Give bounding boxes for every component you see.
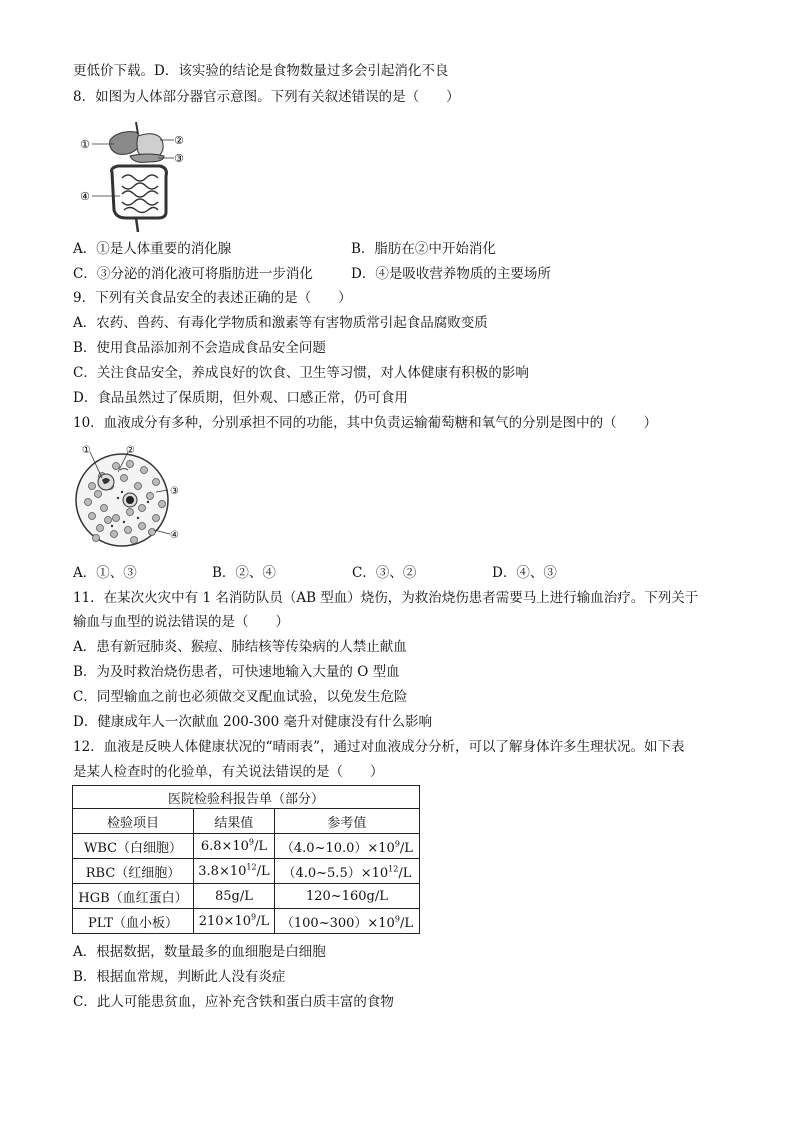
q9-option-c: C．关注食品安全，养成良好的饮食、卫生等习惯，对人体健康有积极的影响: [73, 365, 529, 381]
row-result: 85g/L: [194, 884, 275, 909]
q10-stem: 10．血液成分有多种，分别承担不同的功能，其中负责运输葡萄糖和氧气的分别是图中的（ ）: [73, 415, 658, 431]
header-result: 结果值: [194, 809, 275, 834]
q10-option-c: C．③、②: [352, 565, 417, 581]
q7-tail-text: 更低价下载。D．该实验的结论是食物数量过多会引起消化不良: [73, 63, 449, 79]
figure-label-2: ②: [174, 134, 184, 147]
blood-label-4: ④: [170, 530, 179, 541]
header-reference: 参考值: [274, 809, 419, 834]
row-item: HGB（血红蛋白）: [73, 884, 194, 909]
q12-option-a: A．根据数据，数量最多的血细胞是白细胞: [73, 944, 326, 960]
table-row: [73, 834, 420, 859]
q8-option-b: B．脂肪在②中开始消化: [351, 241, 496, 257]
row-result: $6.8\times 10^9/L$: [194, 834, 275, 859]
q8-option-c: C．③分泌的消化液可将脂肪进一步消化: [73, 266, 313, 282]
q9-option-d: D．食品虽然过了保质期，但外观、口感正常，仍可食用: [73, 390, 408, 406]
q11-option-d: D．健康成年人一次献血 200-300 毫升对健康没有什么影响: [73, 714, 433, 730]
q11-option-a: A．患有新冠肺炎、猴痘、肺结核等传染病的人禁止献血: [73, 639, 407, 655]
q9-stem: 9．下列有关食品安全的表述正确的是（ ）: [73, 290, 352, 306]
q9-option-b: B．使用食品添加剂不会造成食品安全问题: [73, 340, 326, 356]
q12-stem-line1: 12．血液是反映人体健康状况的“晴雨表”，通过对血液成分分析，可以了解身体许多生理状况。如下表: [73, 739, 685, 755]
q10-option-d: D．④、③: [492, 565, 557, 581]
q12-option-b: B．根据血常规，判断此人没有炎症: [73, 969, 286, 985]
report-title: 医院检验科报告单（部分）: [73, 786, 420, 809]
row-item: WBC（白细胞）: [73, 834, 194, 859]
figure-label-1: ①: [80, 138, 90, 151]
blood-label-3: ③: [170, 486, 179, 497]
row-reference: $(4.0\sim 5.5)\times 10^{12}/L$: [274, 859, 419, 884]
row-reference: 120~160g/L: [274, 884, 419, 909]
table-row: [73, 884, 420, 909]
q11-stem-line1: 11．在某次火灾中有 1 名消防队员（AB 型血）烧伤，为救治烧伤患者需要马上进行输血治疗。下列关于: [73, 590, 699, 606]
q12-option-c: C．此人可能患贫血，应补充含铁和蛋白质丰富的食物: [73, 994, 394, 1010]
q8-option-d: D．④是吸收营养物质的主要场所: [351, 266, 551, 282]
blood-smear-figure: [72, 442, 184, 554]
q9-option-a: A．农药、兽药、有毒化学物质和激素等有害物质常引起食品腐败变质: [73, 315, 488, 331]
lab-report-table: [72, 785, 420, 934]
row-item: PLT（血小板）: [73, 909, 194, 934]
row-reference: $(100\sim 300)\times 10^9/L$: [274, 909, 419, 934]
table-row: [73, 859, 420, 884]
q11-option-c: C．同型输血之前也必须做交叉配血试验，以免发生危险: [73, 689, 408, 705]
digestive-system-figure: [78, 122, 188, 234]
q11-option-b: B．为及时救治烧伤患者，可快速地输入大量的 O 型血: [73, 664, 400, 680]
q11-stem-line2: 输血与血型的说法错误的是（ ）: [73, 614, 289, 630]
q10-option-a: A．①、③: [73, 565, 137, 581]
header-item: 检验项目: [73, 809, 194, 834]
table-row: [73, 909, 420, 934]
q8-stem: 8．如图为人体部分器官示意图。下列有关叙述错误的是（ ）: [73, 89, 460, 105]
blood-label-2: ②: [126, 445, 135, 456]
row-result: $210\times 10^9/L$: [194, 909, 275, 934]
figure-label-4: ④: [80, 190, 90, 203]
q12-stem-line2: 是某人检查时的化验单，有关说法错误的是（ ）: [73, 764, 384, 780]
blood-label-1: ①: [82, 445, 91, 456]
row-reference: $(4.0\sim 10.0)\times 10^9/L$: [274, 834, 419, 859]
figure-label-3: ③: [174, 152, 184, 165]
q10-option-b: B．②、④: [212, 565, 276, 581]
row-result: $3.8\times 10^{12}/L$: [194, 859, 275, 884]
row-item: RBC（红细胞）: [73, 859, 194, 884]
q8-option-a: A．①是人体重要的消化腺: [73, 241, 232, 257]
